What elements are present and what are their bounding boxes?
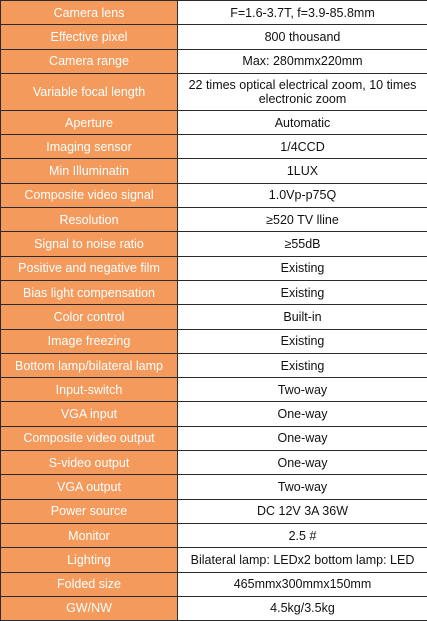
spec-value-positive-negative-film: Existing (178, 256, 427, 280)
spec-label-input-switch: Input-switch (1, 378, 178, 402)
spec-label-gw-nw: GW/NW (1, 596, 178, 620)
table-row (1, 280, 427, 304)
spec-value-s-video-output: One-way (178, 451, 427, 475)
spec-value-composite-video-signal: 1.0Vp-p75Q (178, 183, 427, 207)
spec-value-lighting: Bilateral lamp: LEDx2 bottom lamp: LED (178, 548, 427, 572)
spec-label-composite-video-signal: Composite video signal (1, 183, 178, 207)
table-row (1, 378, 427, 402)
spec-label-min-illumination: Min Illuminatin (1, 159, 178, 183)
spec-value-gw-nw: 4.5kg/3.5kg (178, 596, 427, 620)
spec-value-aperture: Automatic (178, 110, 427, 134)
spec-value-vga-input: One-way (178, 402, 427, 426)
spec-label-resolution: Resolution (1, 208, 178, 232)
spec-label-s-video-output: S-video output (1, 451, 178, 475)
spec-value-power-source: DC 12V 3A 36W (178, 499, 427, 523)
table-row (1, 232, 427, 256)
spec-label-camera-range: Camera range (1, 49, 178, 73)
table-row (1, 135, 427, 159)
spec-value-folded-size: 465mmx300mmx150mm (178, 572, 427, 596)
table-row (1, 25, 427, 49)
spec-label-aperture: Aperture (1, 110, 178, 134)
table-row (1, 572, 427, 596)
table-row (1, 475, 427, 499)
table-row (1, 183, 427, 207)
spec-value-vga-output: Two-way (178, 475, 427, 499)
spec-label-positive-negative-film: Positive and negative film (1, 256, 178, 280)
spec-label-vga-input: VGA input (1, 402, 178, 426)
spec-label-signal-to-noise-ratio: Signal to noise ratio (1, 232, 178, 256)
spec-label-lighting: Lighting (1, 548, 178, 572)
spec-label-color-control: Color control (1, 305, 178, 329)
spec-value-bias-light-compensation: Existing (178, 280, 427, 304)
spec-value-imaging-sensor: 1/4CCD (178, 135, 427, 159)
spec-label-image-freezing: Image freezing (1, 329, 178, 353)
spec-label-monitor: Monitor (1, 523, 178, 547)
spec-label-bias-light-compensation: Bias light compensation (1, 280, 178, 304)
spec-value-monitor: 2.5 # (178, 523, 427, 547)
table-row (1, 329, 427, 353)
spec-value-min-illumination: 1LUX (178, 159, 427, 183)
spec-label-power-source: Power source (1, 499, 178, 523)
spec-value-camera-lens: F=1.6-3.7T, f=3.9-85.8mm (178, 1, 427, 25)
table-row (1, 305, 427, 329)
spec-label-variable-focal-length: Variable focal length (1, 73, 178, 110)
table-row (1, 49, 427, 73)
table-row (1, 1, 427, 25)
spec-value-variable-focal-length: 22 times optical electrical zoom, 10 times electronic zoom (178, 73, 427, 110)
spec-label-effective-pixel: Effective pixel (1, 25, 178, 49)
table-row (1, 353, 427, 377)
spec-label-folded-size: Folded size (1, 572, 178, 596)
table-row (1, 426, 427, 450)
table-row (1, 73, 427, 110)
table-row (1, 208, 427, 232)
spec-value-color-control: Built-in (178, 305, 427, 329)
spec-value-input-switch: Two-way (178, 378, 427, 402)
spec-value-bottom-bilateral-lamp: Existing (178, 353, 427, 377)
spec-value-effective-pixel: 800 thousand (178, 25, 427, 49)
table-row (1, 159, 427, 183)
spec-table-body (1, 1, 427, 621)
spec-value-signal-to-noise-ratio: ≥55dB (178, 232, 427, 256)
table-row (1, 499, 427, 523)
table-row (1, 256, 427, 280)
spec-label-bottom-bilateral-lamp: Bottom lamp/bilateral lamp (1, 353, 178, 377)
spec-label-composite-video-output: Composite video output (1, 426, 178, 450)
spec-value-camera-range: Max: 280mmx220mm (178, 49, 427, 73)
spec-label-camera-lens: Camera lens (1, 1, 178, 25)
spec-label-vga-output: VGA output (1, 475, 178, 499)
table-row (1, 596, 427, 620)
spec-value-resolution: ≥520 TV lline (178, 208, 427, 232)
table-row (1, 548, 427, 572)
table-row (1, 523, 427, 547)
table-row (1, 451, 427, 475)
spec-value-composite-video-output: One-way (178, 426, 427, 450)
spec-label-imaging-sensor: Imaging sensor (1, 135, 178, 159)
table-row (1, 110, 427, 134)
spec-value-image-freezing: Existing (178, 329, 427, 353)
table-row (1, 402, 427, 426)
